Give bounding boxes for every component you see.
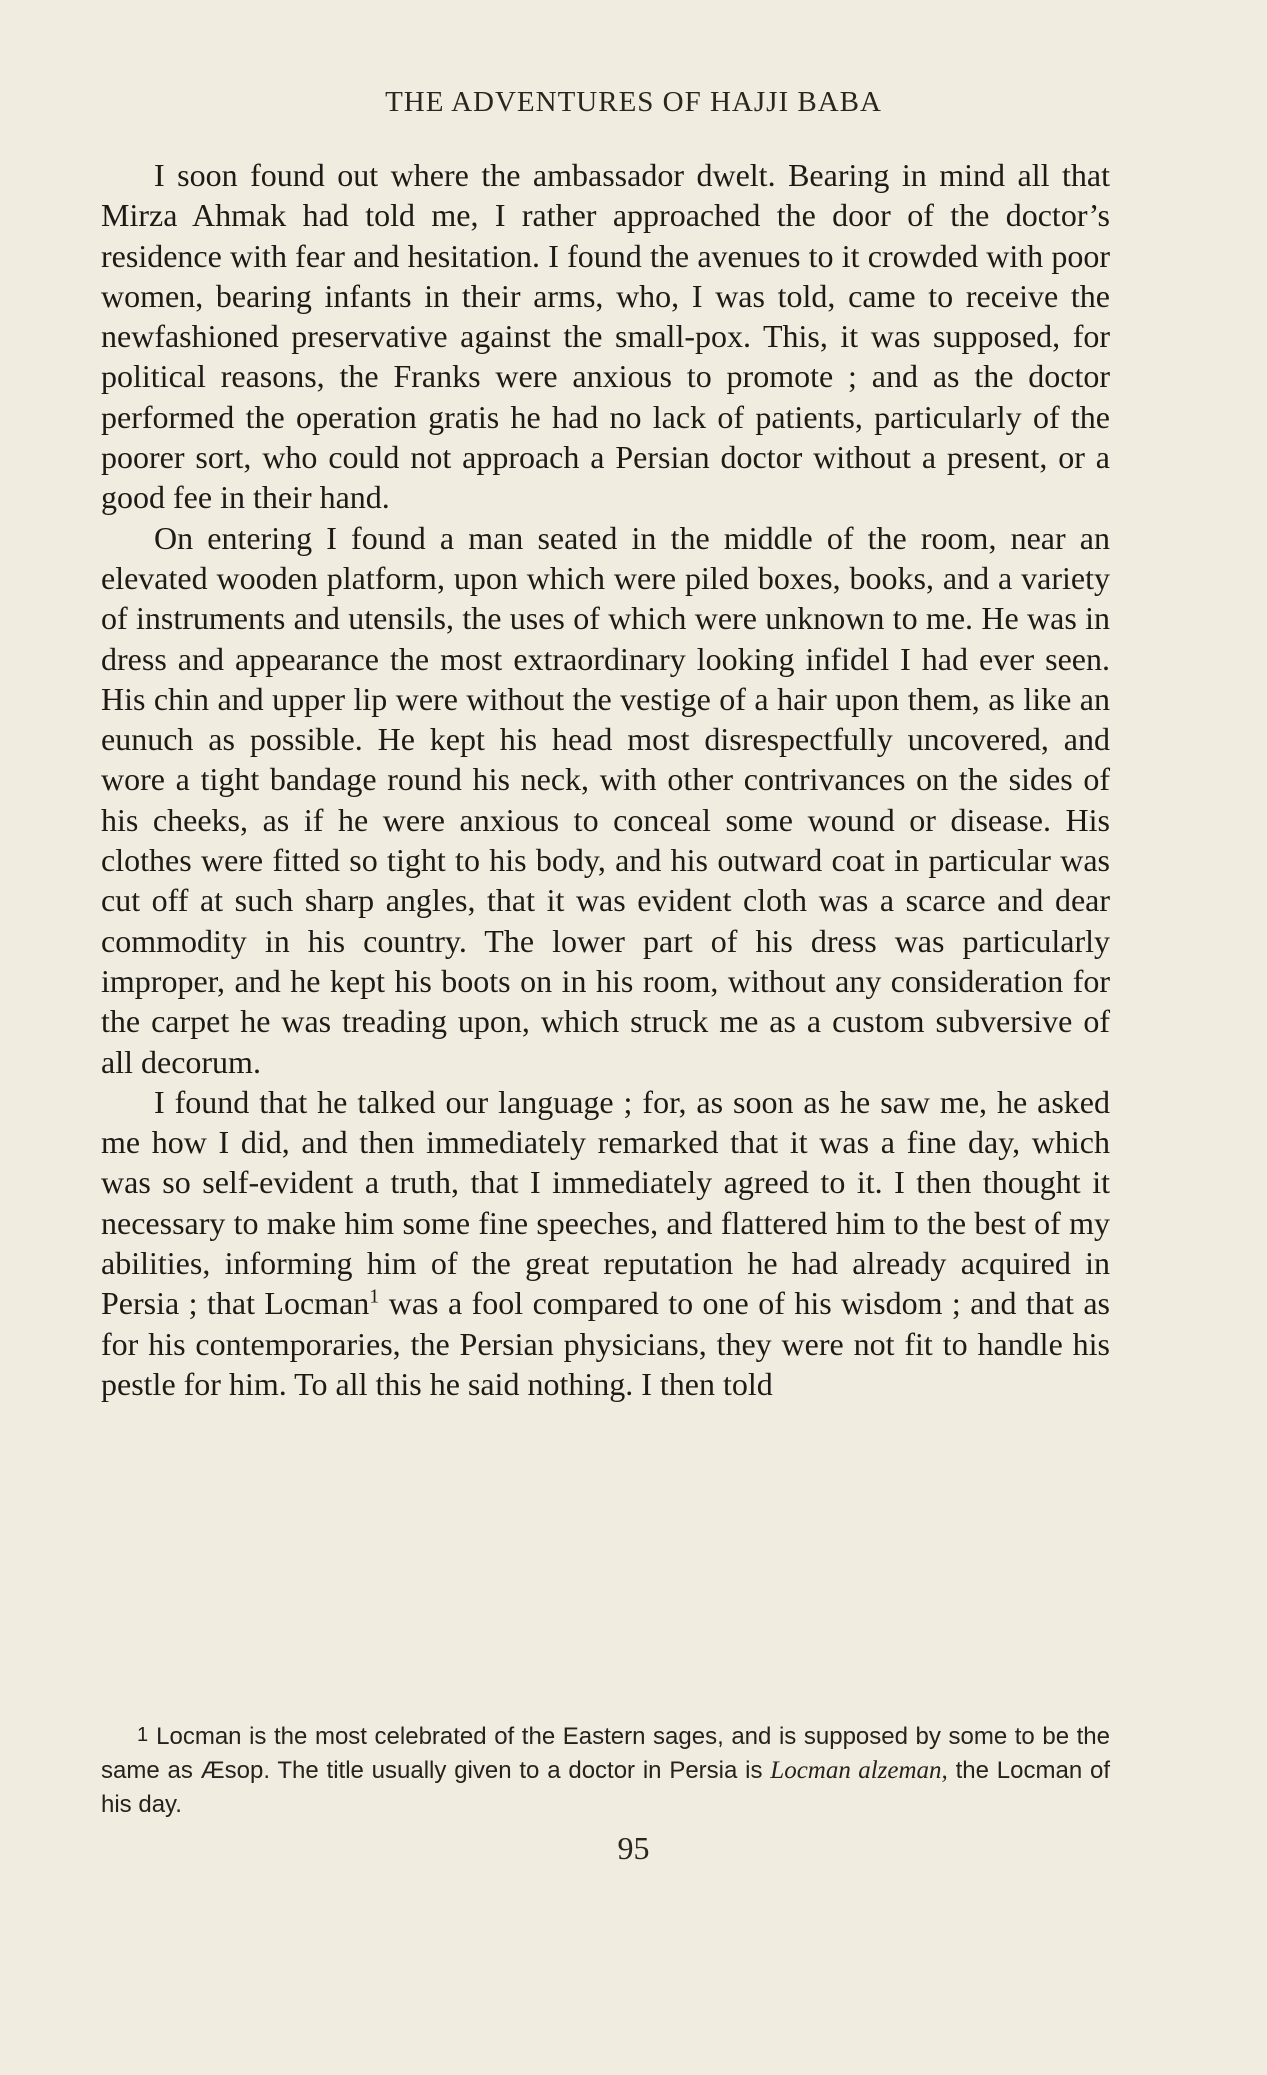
body-text (101, 155, 1110, 1404)
paragraph-3-text-before-ref: I found that he talked our language ; for, as soon as he saw me, he asked me how I did, and then immediately remarked that it was a fine day, which was so self-evident a truth, that I immediately agreed to it. I then thought it necessary to make him some fine speeches, and flattered him to the best of my abilities, informing him of the great reputation he had already acquired in Persia ; that Locman (101, 1083, 1110, 1322)
paragraph-2: On entering I found a man seated in the middle of the room, near an elevated wooden platform, upon which were piled boxes, books, and a variety of instruments and utensils, the uses of which were unknown to me. He was in dress and appearance the most extraordinary looking infidel I had ever seen. His chin and upper lip were without the vestige of a hair upon them, as like an eunuch as possible. He kept his head most disrespectfully uncovered, and wore a tight bandage round his neck, with other contrivances on the sides of his cheeks, as if he were anxious to conceal some wound or disease. His clothes were fitted so tight to his body, and his outward coat in particular was cut off at such sharp angles, that it was evident cloth was a scarce and dear commodity in his country. The lower part of his dress was particularly improper, and he kept his boots on in his room, without any consideration for the carpet he was treading upon, which struck me as a custom subversive of all decorum. (101, 519, 1110, 1080)
paragraph-1: I soon found out where the ambassador dwelt. Bearing in mind all that Mirza Ahmak had told me, I rather approached the door of the doctor’s residence with fear and hesitation. I found the avenues to it crowded with poor women, bearing infants in their arms, who, I was told, came to receive the newfashioned preservative against the small-pox. This, it was supposed, for political reasons, the Franks were anxious to promote ; and as the doctor performed the operation gratis he had no lack of patients, particularly of the poorer sort, who could not approach a Persian doctor without a present, or a good fee in their hand. (101, 157, 1110, 516)
footnote-reference: 1 (369, 1285, 380, 1308)
page-number: 95 (617, 1830, 650, 1866)
footnote-text-after-italic: the Locman of his day. (101, 1757, 1110, 1818)
footnote (101, 1718, 1110, 1822)
footnote-text-before-italic: Locman is the most celebrated of the Eastern sages, and is supposed by some to be the same as Æsop. The title usually given to a doctor in Persia is (101, 1723, 1110, 1784)
footnote-italic-title: Locman alzeman, (770, 1757, 948, 1784)
paragraph-3 (101, 1082, 1110, 1404)
running-head: THE ADVENTURES OF HAJJI BABA (385, 86, 882, 118)
paragraph-3-text-after-ref: was a fool compared to one of his wisdom ; and that as for his contemporaries, the Persian physicians, they were not fit to handle his pestle for him. To all this he said nothing. I then told (101, 1285, 1111, 1402)
footnote-number: 1 (137, 1724, 149, 1746)
